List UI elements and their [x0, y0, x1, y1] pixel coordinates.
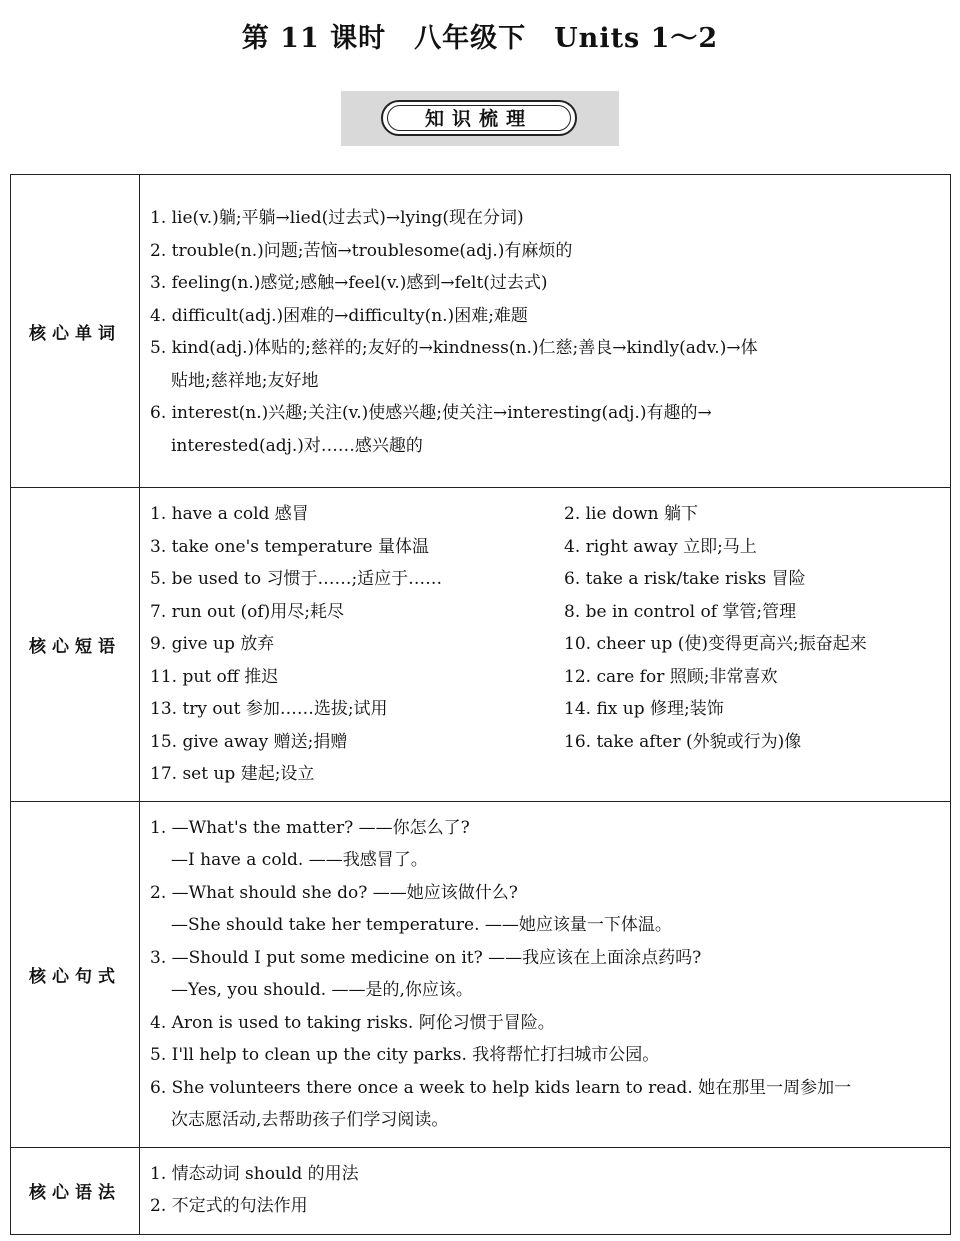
sentence-line: 2. —What should she do? ——她应该做什么?	[150, 882, 518, 903]
sentence-line: 5. I'll help to clean up the city parks. 我将帮忙打扫城市公园。	[150, 1045, 660, 1065]
grammar-line: 1. 情态动词 should 的用法	[150, 1163, 359, 1184]
phrase-item: 16. take after (外貌或行为)像	[564, 731, 802, 752]
label-words: 核心单词	[11, 175, 140, 488]
word-line: 6. interest(n.)兴趣;关注(v.)使感兴趣;使关注→interesting(adj.)有趣的→	[150, 403, 712, 423]
phrase-item: 9. give up 放弃	[150, 634, 275, 654]
label-grammar: 核心语法	[11, 1147, 140, 1234]
phrase-item: 2. lie down 躺下	[564, 504, 698, 524]
label-phrases: 核心短语	[11, 488, 140, 802]
sentence-line: 1. —What's the matter? ——你怎么了?	[150, 817, 470, 838]
phrase-item: 4. right away 立即;马上	[564, 536, 757, 557]
phrase-item: 11. put off 推迟	[150, 666, 279, 687]
phrase-grid	[150, 498, 940, 791]
sentence-line: 3. —Should I put some medicine on it? ——我应该在上面涂点药吗?	[150, 947, 702, 968]
phrase-item: 5. be used to 习惯于……;适应于……	[150, 569, 443, 589]
row-words	[11, 175, 951, 488]
phrase-item: 15. give away 赠送;捐赠	[150, 731, 348, 752]
content-sentences	[140, 801, 951, 1147]
word-line: 4. difficult(adj.)困难的→difficulty(n.)困难;难题	[150, 305, 528, 326]
page-title: 第 11 课时 八年级下 Units 1～2	[241, 23, 719, 54]
phrase-item: 1. have a cold 感冒	[150, 504, 309, 524]
label-sentences: 核心句式	[11, 801, 140, 1147]
phrase-item: 3. take one's temperature 量体温	[150, 536, 429, 557]
sentence-line: 6. She volunteers there once a week to help kids learn to read. 她在那里一周参加一	[150, 1077, 852, 1098]
phrase-item: 14. fix up 修理;装饰	[564, 699, 724, 719]
word-line: 2. trouble(n.)问题;苦恼→troublesome(adj.)有麻烦的	[150, 240, 573, 261]
phrase-item: 13. try out 参加……选拔;试用	[150, 699, 388, 719]
row-sentences	[11, 801, 951, 1147]
row-grammar	[11, 1147, 951, 1234]
content-grammar	[140, 1147, 951, 1234]
knowledge-table	[10, 174, 951, 1235]
phrase-item: 17. set up 建起;设立	[150, 764, 315, 784]
word-line: 贴地;慈祥地;友好地	[171, 370, 319, 391]
phrase-item: 7. run out (of)用尽;耗尽	[150, 601, 344, 622]
phrase-item: 12. care for 照顾;非常喜欢	[564, 666, 778, 687]
row-phrases	[11, 488, 951, 802]
phrase-item: 10. cheer up (使)变得更高兴;振奋起来	[564, 634, 867, 654]
banner-label: 知识梳理	[387, 105, 571, 131]
phrase-item: 8. be in control of 掌管;管理	[564, 601, 797, 622]
sentence-line: 4. Aron is used to taking risks. 阿伦习惯于冒险。	[150, 1012, 555, 1033]
content-phrases	[140, 488, 951, 802]
sentence-line: —She should take her temperature. ——她应该量一下体温。	[171, 915, 672, 935]
word-line: 1. lie(v.)躺;平躺→lied(过去式)→lying(现在分词)	[150, 208, 524, 228]
phrase-item: 6. take a risk/take risks 冒险	[564, 569, 806, 589]
content-words	[140, 175, 951, 488]
word-line: 5. kind(adj.)体贴的;慈祥的;友好的→kindness(n.)仁慈;善良→kindly(adv.)→体	[150, 338, 758, 358]
grammar-line: 2. 不定式的句法作用	[150, 1196, 308, 1216]
banner-frame	[381, 100, 577, 136]
section-banner	[341, 91, 619, 146]
sentence-line: —Yes, you should. ——是的,你应该。	[171, 980, 473, 1000]
sentence-line: 次志愿活动,去帮助孩子们学习阅读。	[171, 1110, 449, 1130]
word-line: 3. feeling(n.)感觉;感触→feel(v.)感到→felt(过去式)	[150, 273, 548, 293]
word-line: interested(adj.)对……感兴趣的	[171, 435, 423, 456]
sentence-line: —I have a cold. ——我感冒了。	[171, 850, 428, 870]
